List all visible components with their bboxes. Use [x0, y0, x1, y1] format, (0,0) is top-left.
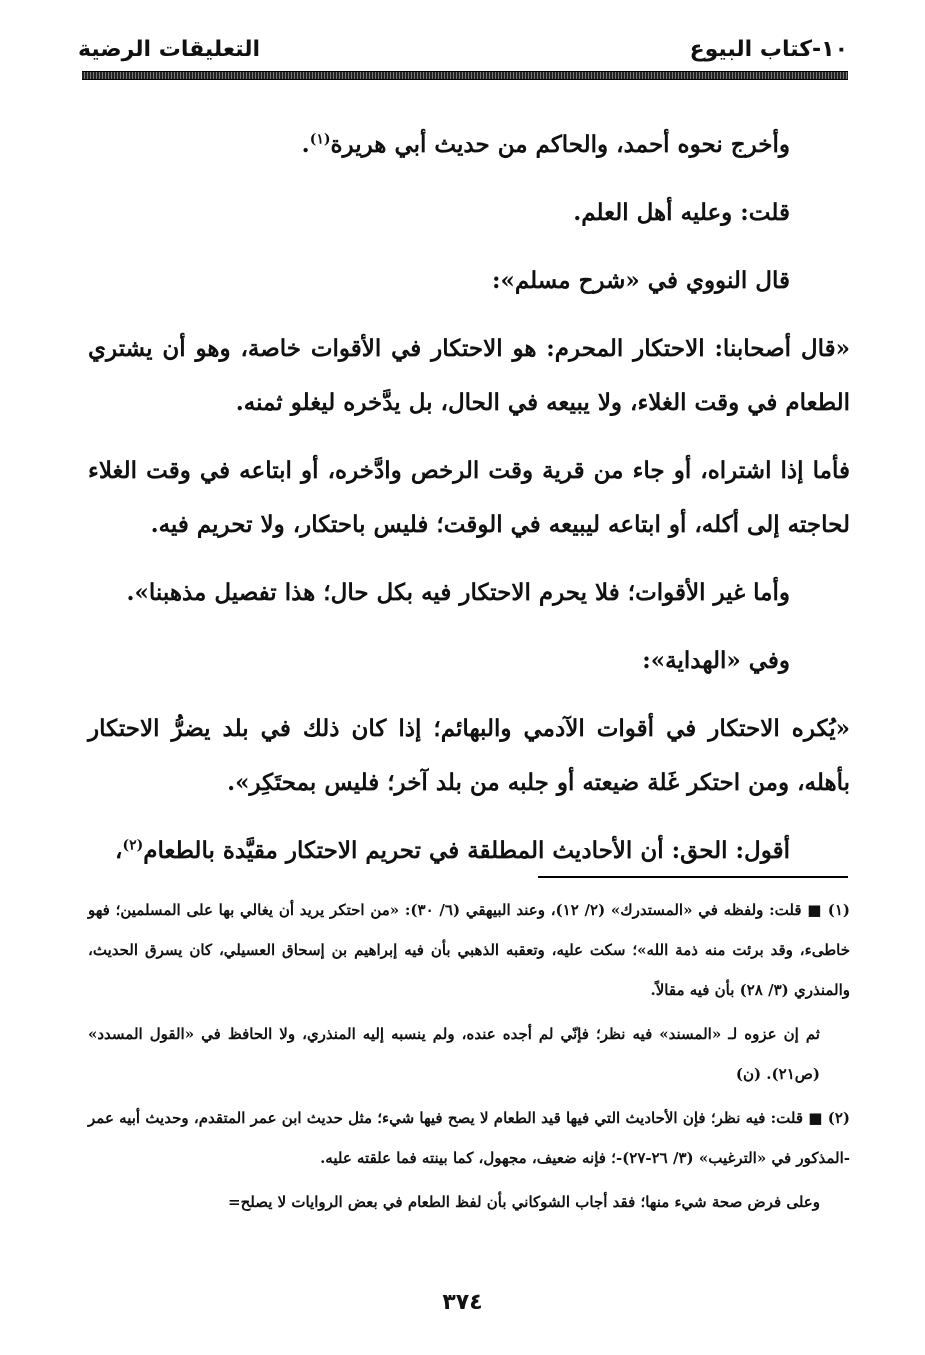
paragraph-9 [88, 824, 850, 878]
paragraph-9-text: أقول: الحق: أن الأحاديث المطلقة في تحريم الاحتكار مقيَّدة بالطعام [143, 837, 790, 864]
paragraph-1 [88, 118, 850, 172]
paragraph-7: وفي «الهداية»: [642, 647, 790, 674]
paragraph-8: «يُكره الاحتكار في أقوات الآدمي والبهائم؛ إذا كان ذلك في بلد يضرُّ الاحتكار بأهله، ومن احتكر غَلة ضيعته أو جلبه من بلد آخر؛ فليس بمحتَكِر». [88, 715, 850, 796]
paragraph-1-text: وأخرج نحوه أحمد، والحاكم من حديث أبي هريرة [330, 131, 790, 158]
chapter-title: ١٠-كتاب البيوع [689, 37, 848, 62]
paragraph-1-end: . [301, 131, 310, 158]
footnote-2-continued: وعلى فرض صحة شيء منها؛ فقد أجاب الشوكاني بأن لفظ الطعام في بعض الروايات لا يصلح= [228, 1193, 820, 1211]
paragraph-2: قلت: وعليه أهل العلم. [573, 199, 790, 226]
footnote-1-continued: ثم إن عزوه لـ «المسند» فيه نظر؛ فإنّي لم أجده عنده، ولم ينسبه إليه المنذري، ولا الحافظ في «القول المسدد» (ص٢١). (ن) [88, 1025, 820, 1083]
running-header [78, 32, 848, 72]
footnotes [88, 890, 850, 1226]
footnote-ref-1: (١) [309, 131, 331, 148]
footnote-2: (٢) ■ قلت: فيه نظر؛ فإن الأحاديث التي فيها قيد الطعام لا يصح فيها شيء؛ مثل حديث ابن عمر المتقدم، وحديث أبيه عمر -المذكور في «الترغيب» (٣/ ٢٦-٢٧)-؛ فإنه ضعيف، مجهول، كما بينته فما علقته عليه. [88, 1109, 850, 1167]
paragraph-6: وأما غير الأقوات؛ فلا يحرم الاحتكار فيه بكل حال؛ هذا تفصيل مذهبنا». [126, 579, 790, 606]
header-rule [82, 71, 848, 80]
page-number: ٣٧٤ [442, 1290, 483, 1315]
footnote-ref-2: (٢) [122, 837, 144, 854]
book-title: التعليقات الرضية [78, 37, 261, 62]
paragraph-9-end: ، [115, 837, 123, 864]
footnote-1: (١) ■ قلت: ولفظه في «المستدرك» (٢/ ١٢)، وعند البيهقي (٦/ ٣٠): «من احتكر يريد أن يغالي بها على المسلمين؛ فهو خاطىء، وقد برئت منه ذمة الله»؛ سكت عليه، وتعقبه الذهبي بأن فيه إبراهيم بن إسحاق العسيلي، كان يسرق الحديث، والمنذري (٣/ ٢٨) بأن فيه مقالاً. [88, 901, 851, 999]
paragraph-3: قال النووي في «شرح مسلم»: [491, 267, 790, 294]
main-text [88, 118, 850, 892]
footnote-separator [538, 876, 848, 878]
paragraph-5: فأما إذا اشتراه، أو جاء من قرية وقت الرخص وادَّخره، أو ابتاعه في وقت الغلاء لحاجته إلى أكله، أو ابتاعه ليبيعه في الوقت؛ فليس باحتكار، ولا تحريم فيه. [88, 457, 850, 538]
paragraph-4: «قال أصحابنا: الاحتكار المحرم: هو الاحتكار في الأقوات خاصة، وهو أن يشتري الطعام في وقت الغلاء، ولا يبيعه في الحال، بل يدَّخره ليغلو ثمنه. [88, 335, 850, 416]
